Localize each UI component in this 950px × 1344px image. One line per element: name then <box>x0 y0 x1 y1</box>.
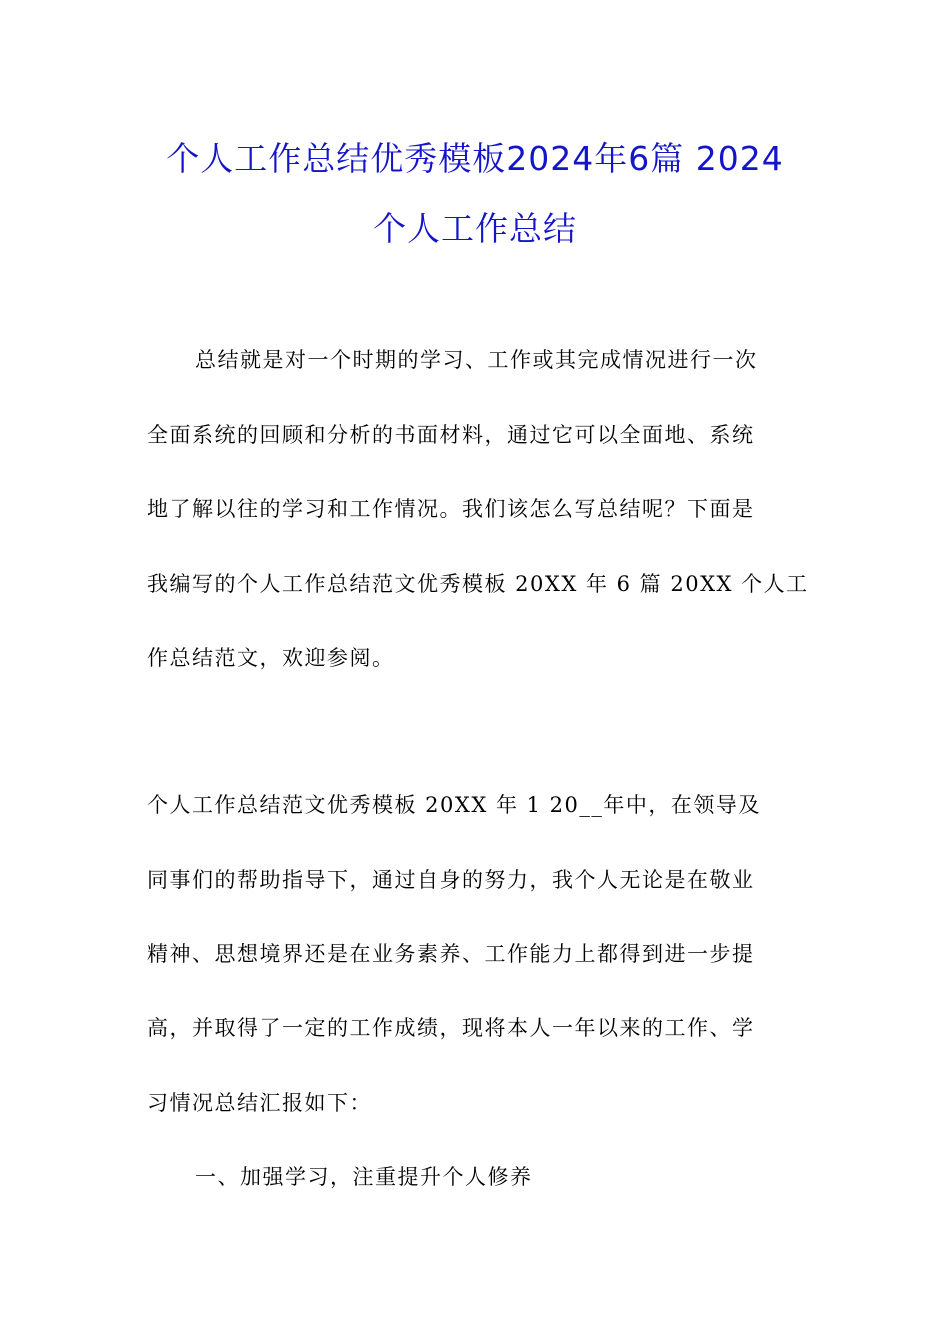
intro-line-4: 我编写的个人工作总结范文优秀模板 20XX 年 6 篇 20XX 个人工 <box>147 572 809 596</box>
section1-line-1: 个人工作总结范文优秀模板 20XX 年 1 20__年中，在领导及 <box>147 793 761 817</box>
section1-line-4: 高，并取得了一定的工作成绩，现将本人一年以来的工作、学 <box>147 1016 755 1040</box>
intro-line-3: 地了解以往的学习和工作情况。我们该怎么写总结呢？下面是 <box>147 497 755 521</box>
document-title-line-2: 个人工作总结 <box>373 209 577 248</box>
section1-line-3: 精神、思想境界还是在业务素养、工作能力上都得到进一步提 <box>147 942 755 966</box>
section-heading-1: 一、加强学习，注重提升个人修养 <box>195 1165 533 1189</box>
section1-line-2: 同事们的帮助指导下，通过自身的努力，我个人无论是在敬业 <box>147 868 755 892</box>
intro-line-5: 作总结范文，欢迎参阅。 <box>147 646 395 670</box>
document-title-line-1: 个人工作总结优秀模板2024年6篇 2024 <box>166 139 784 178</box>
intro-line-1: 总结就是对一个时期的学习、工作或其完成情况进行一次 <box>195 348 758 372</box>
intro-line-2: 全面系统的回顾和分析的书面材料，通过它可以全面地、系统 <box>147 423 755 447</box>
section1-line-5: 习情况总结汇报如下： <box>147 1091 372 1115</box>
